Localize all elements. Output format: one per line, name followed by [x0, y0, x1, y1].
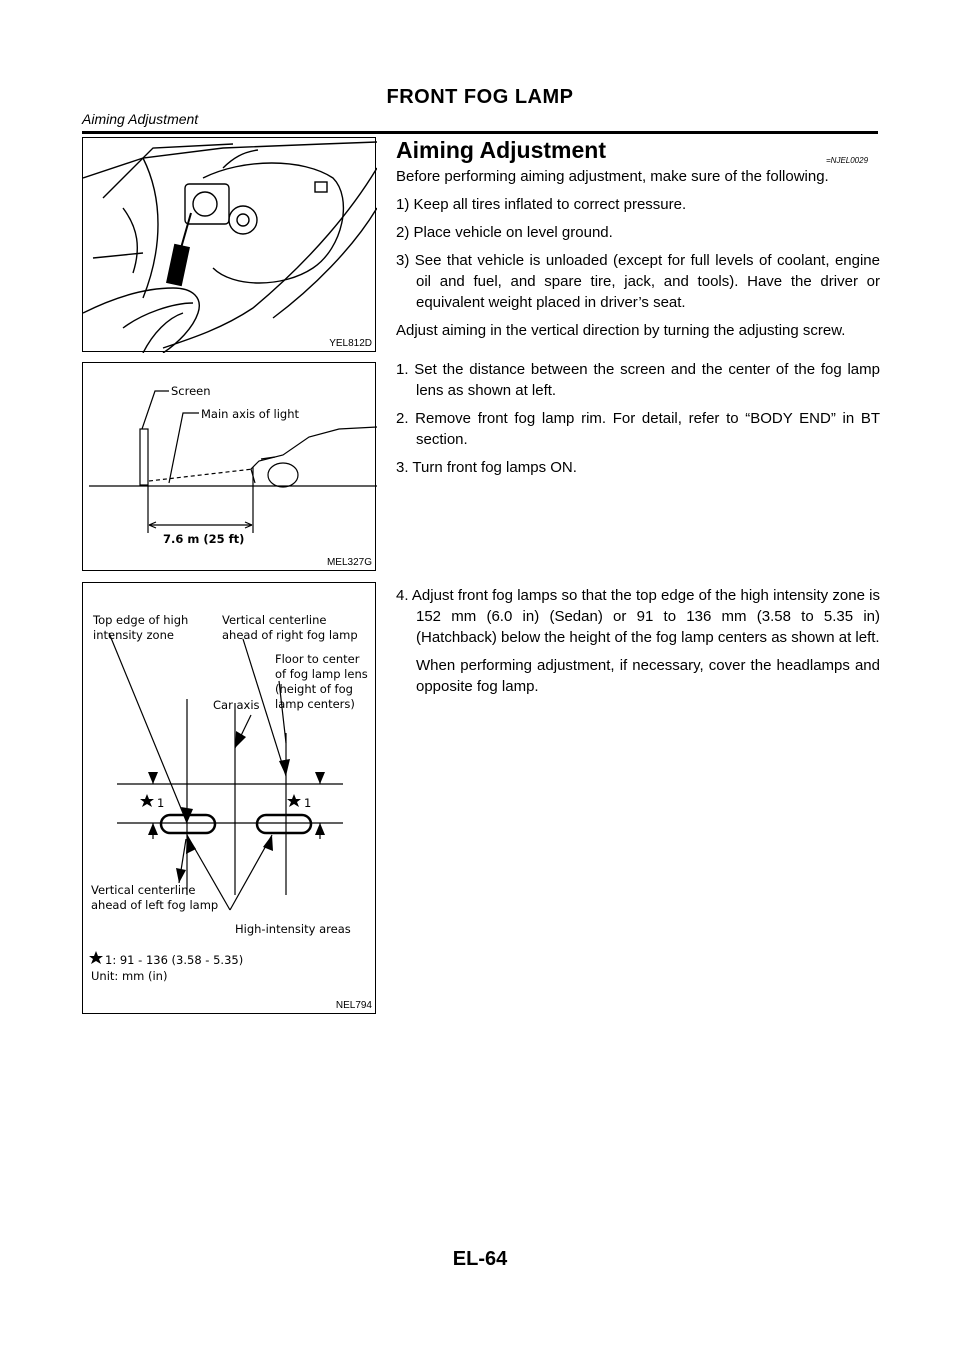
label-vert-right-2: ahead of right fog lamp [222, 628, 358, 642]
preparation-text [396, 166, 880, 348]
label-note-1: 1: 91 - 136 (3.58 - 5.35) [105, 953, 244, 967]
label-high-areas: High-intensity areas [235, 922, 351, 936]
header-rule [82, 131, 878, 134]
aiming-chart-diagram [83, 583, 377, 1015]
star-icon [140, 794, 154, 807]
step-item: 4. Adjust front fog lamps so that the top edge of the high intensity zone is 152 mm (6.0 in) (Sedan) or 91 to 136 mm (3.58 to 5.35 in) (Hatchback) below the height of the fog lamp centers as shown at left. [396, 587, 880, 646]
check-item: 3) See that vehicle is unloaded (except for full levels of coolant, engine oil and fuel, and spare tire, jack, and tools). Have the driver or equivalent weight placed in driver’s seat. [396, 252, 880, 311]
screen-distance-diagram [83, 363, 377, 572]
page-header-title: FRONT FOG LAMP [386, 86, 574, 108]
label-distance: 7.6 m (25 ft) [163, 532, 245, 546]
label-car-axis: Car axis [213, 698, 260, 712]
figure-adjusting-screw [82, 137, 376, 352]
label-floor-2: of fog lamp lens [275, 667, 368, 681]
intro-paragraph: Before performing aiming adjustment, make sure of the following. [396, 168, 829, 185]
label-main-axis: Main axis of light [201, 407, 300, 421]
label-screen: Screen [171, 384, 211, 398]
label-star-left: 1 [157, 796, 165, 810]
label-floor-3: (height of fog [275, 682, 353, 696]
check-item: 1) Keep all tires inflated to correct pressure. [396, 196, 687, 213]
section-code: =NJEL0029 [826, 156, 869, 165]
steps-text [396, 359, 880, 485]
figure-code: NEL794 [335, 1000, 372, 1011]
step4-text [396, 585, 880, 704]
step4-note: When performing adjustment, if necessary, cover the headlamps and opposite fog lamp. [416, 657, 880, 695]
figure-code: YEL812D [329, 338, 372, 349]
star-icon [89, 951, 103, 964]
label-vert-right-1: Vertical centerline [222, 613, 327, 627]
figure-screen-distance [82, 362, 376, 571]
step-item: 1. Set the distance between the screen and the center of the fog lamp lens as shown at left. [396, 361, 880, 399]
check-item: 2) Place vehicle on level ground. [396, 224, 613, 241]
label-vert-left-1: Vertical centerline [91, 883, 196, 897]
step-item: 2. Remove front fog lamp rim. For detail, refer to “BODY END” in BT section. [396, 410, 880, 448]
section-title: Aiming Adjustment [396, 137, 606, 163]
adjusting-screw-illustration [83, 138, 377, 353]
figure-aiming-chart [82, 582, 376, 1014]
label-floor-1: Floor to center [275, 652, 360, 666]
label-floor-4: lamp centers) [275, 697, 355, 711]
label-star-right: 1 [304, 796, 312, 810]
label-note-2: Unit: mm (in) [91, 969, 168, 983]
star-icon [287, 794, 301, 807]
page-number: EL-64 [452, 1248, 508, 1270]
label-vert-left-2: ahead of left fog lamp [91, 898, 219, 912]
step-item: 3. Turn front fog lamps ON. [396, 459, 577, 476]
label-top-edge-1: Top edge of high [93, 613, 189, 627]
figure-code: MEL327G [326, 557, 372, 568]
page-header-subtitle: Aiming Adjustment [82, 111, 199, 127]
label-top-edge-2: intensity zone [93, 628, 174, 642]
adjust-note: Adjust aiming in the vertical direction by turning the adjusting screw. [396, 322, 846, 339]
